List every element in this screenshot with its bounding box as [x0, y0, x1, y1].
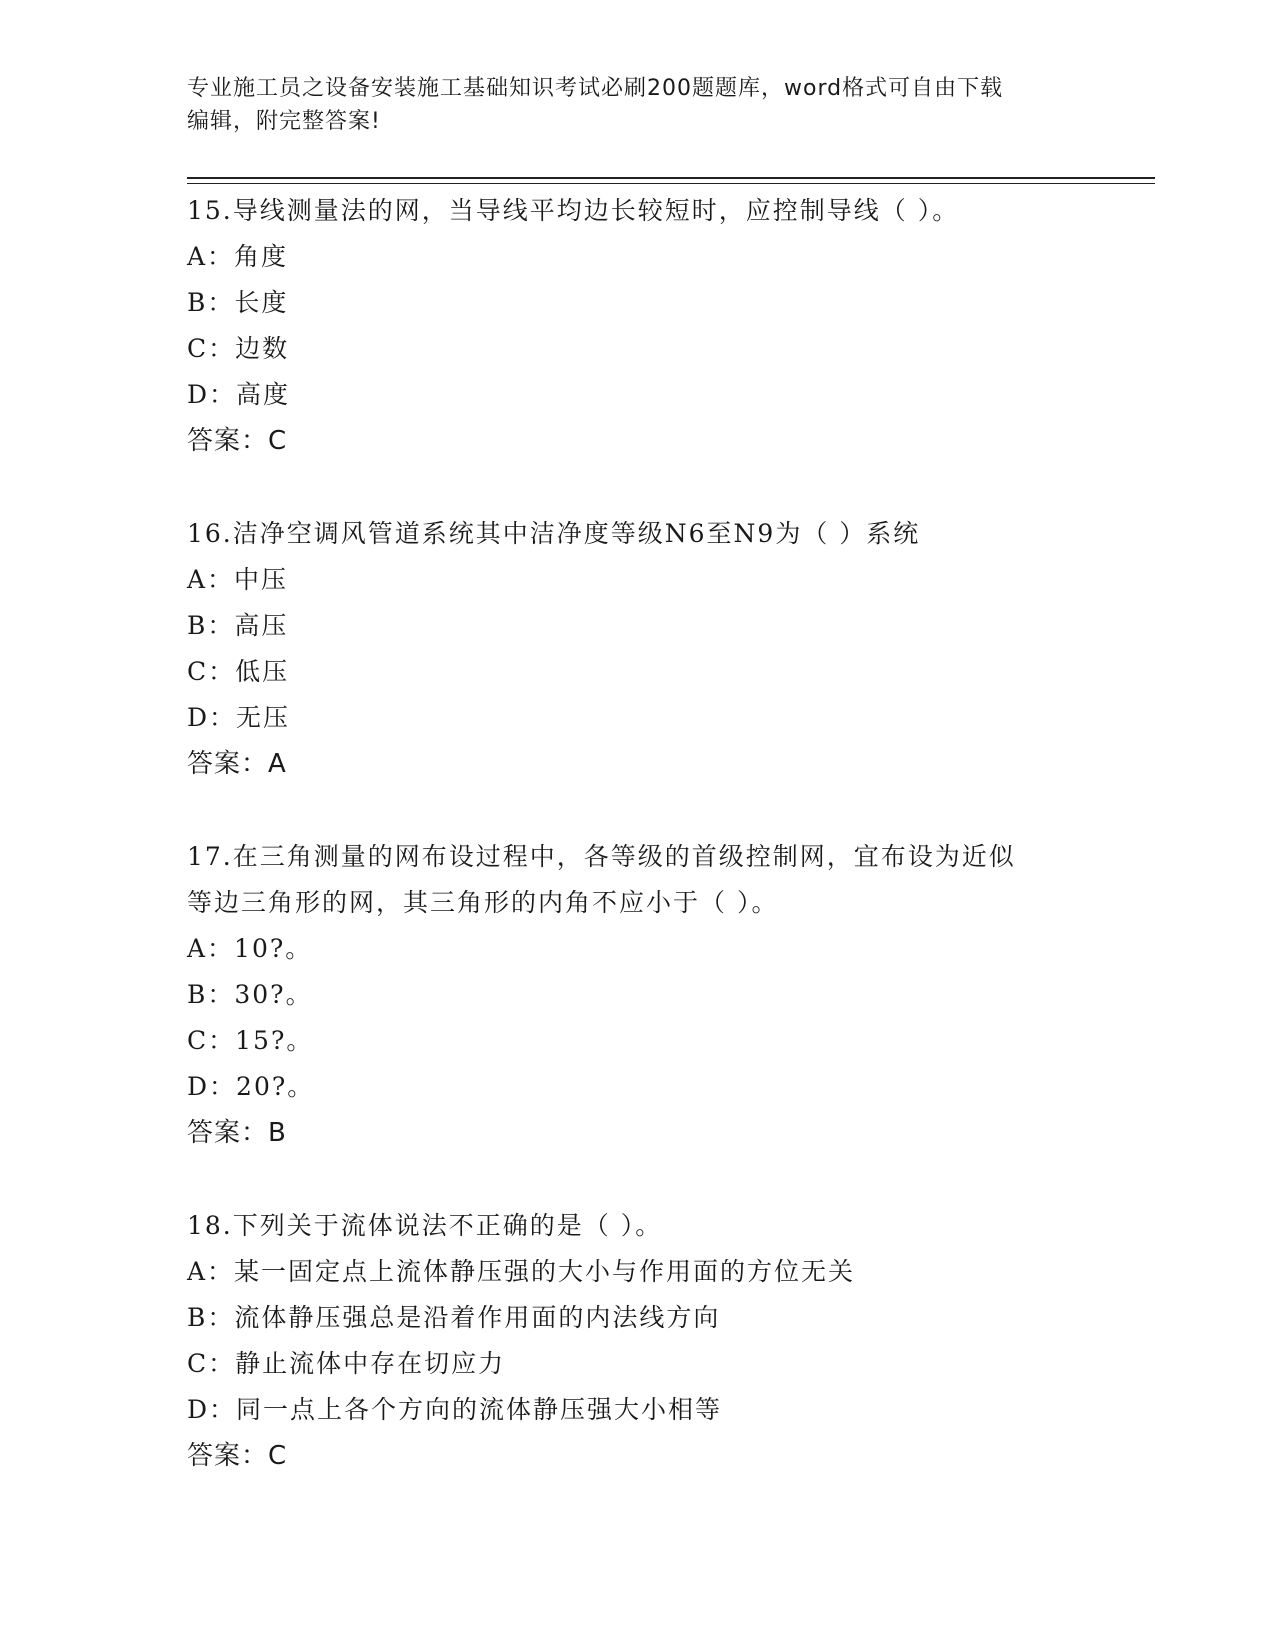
question-17 [187, 834, 1087, 1156]
question-15 [187, 188, 1087, 464]
option-b: B：高压 [187, 611, 289, 640]
option-d: D：20?。 [187, 1072, 315, 1101]
option-a: A：某一固定点上流体静压强的大小与作用面的方位无关 [187, 1257, 856, 1286]
header-divider-thick [187, 177, 1155, 179]
option-c: C：低压 [187, 657, 290, 686]
question-list [187, 188, 1087, 1526]
document-header [187, 72, 1087, 138]
question-text: 16.洁净空调风管道系统其中洁净度等级N6至N9为（ ）系统 [187, 519, 921, 548]
option-d: D：高度 [187, 380, 291, 409]
question-18 [187, 1203, 1087, 1479]
question-text-line-2: 等边三角形的网，其三角形的内角不应小于（ ）。 [187, 888, 779, 917]
header-title-line-2: 编辑，附完整答案! [187, 109, 381, 134]
question-16 [187, 511, 1087, 787]
question-text: 18.下列关于流体说法不正确的是（ ）。 [187, 1211, 663, 1240]
option-d: D：同一点上各个方向的流体静压强大小相等 [187, 1395, 723, 1424]
answer-line: 答案：B [187, 1118, 287, 1148]
option-b: B：流体静压强总是沿着作用面的内法线方向 [187, 1303, 721, 1332]
answer-line: 答案：C [187, 426, 288, 456]
question-text: 15.导线测量法的网，当导线平均边长较短时，应控制导线（ ）。 [187, 196, 960, 225]
header-divider-thin [187, 183, 1155, 184]
header-title-line-1: 专业施工员之设备安装施工基础知识考试必刷200题题库，word格式可自由下载 [187, 76, 1004, 101]
option-c: C：边数 [187, 334, 290, 363]
option-c: C：15?。 [187, 1026, 314, 1055]
option-d: D：无压 [187, 703, 291, 732]
question-text-line-1: 17.在三角测量的网布设过程中，各等级的首级控制网，宜布设为近似 [187, 842, 1016, 871]
answer-line: 答案：C [187, 1441, 288, 1471]
option-b: B：30?。 [187, 980, 313, 1009]
option-a: A：10?。 [187, 934, 313, 963]
option-b: B：长度 [187, 288, 289, 317]
answer-line: 答案：A [187, 749, 287, 779]
option-c: C：静止流体中存在切应力 [187, 1349, 506, 1378]
option-a: A：中压 [187, 565, 289, 594]
option-a: A：角度 [187, 242, 289, 271]
